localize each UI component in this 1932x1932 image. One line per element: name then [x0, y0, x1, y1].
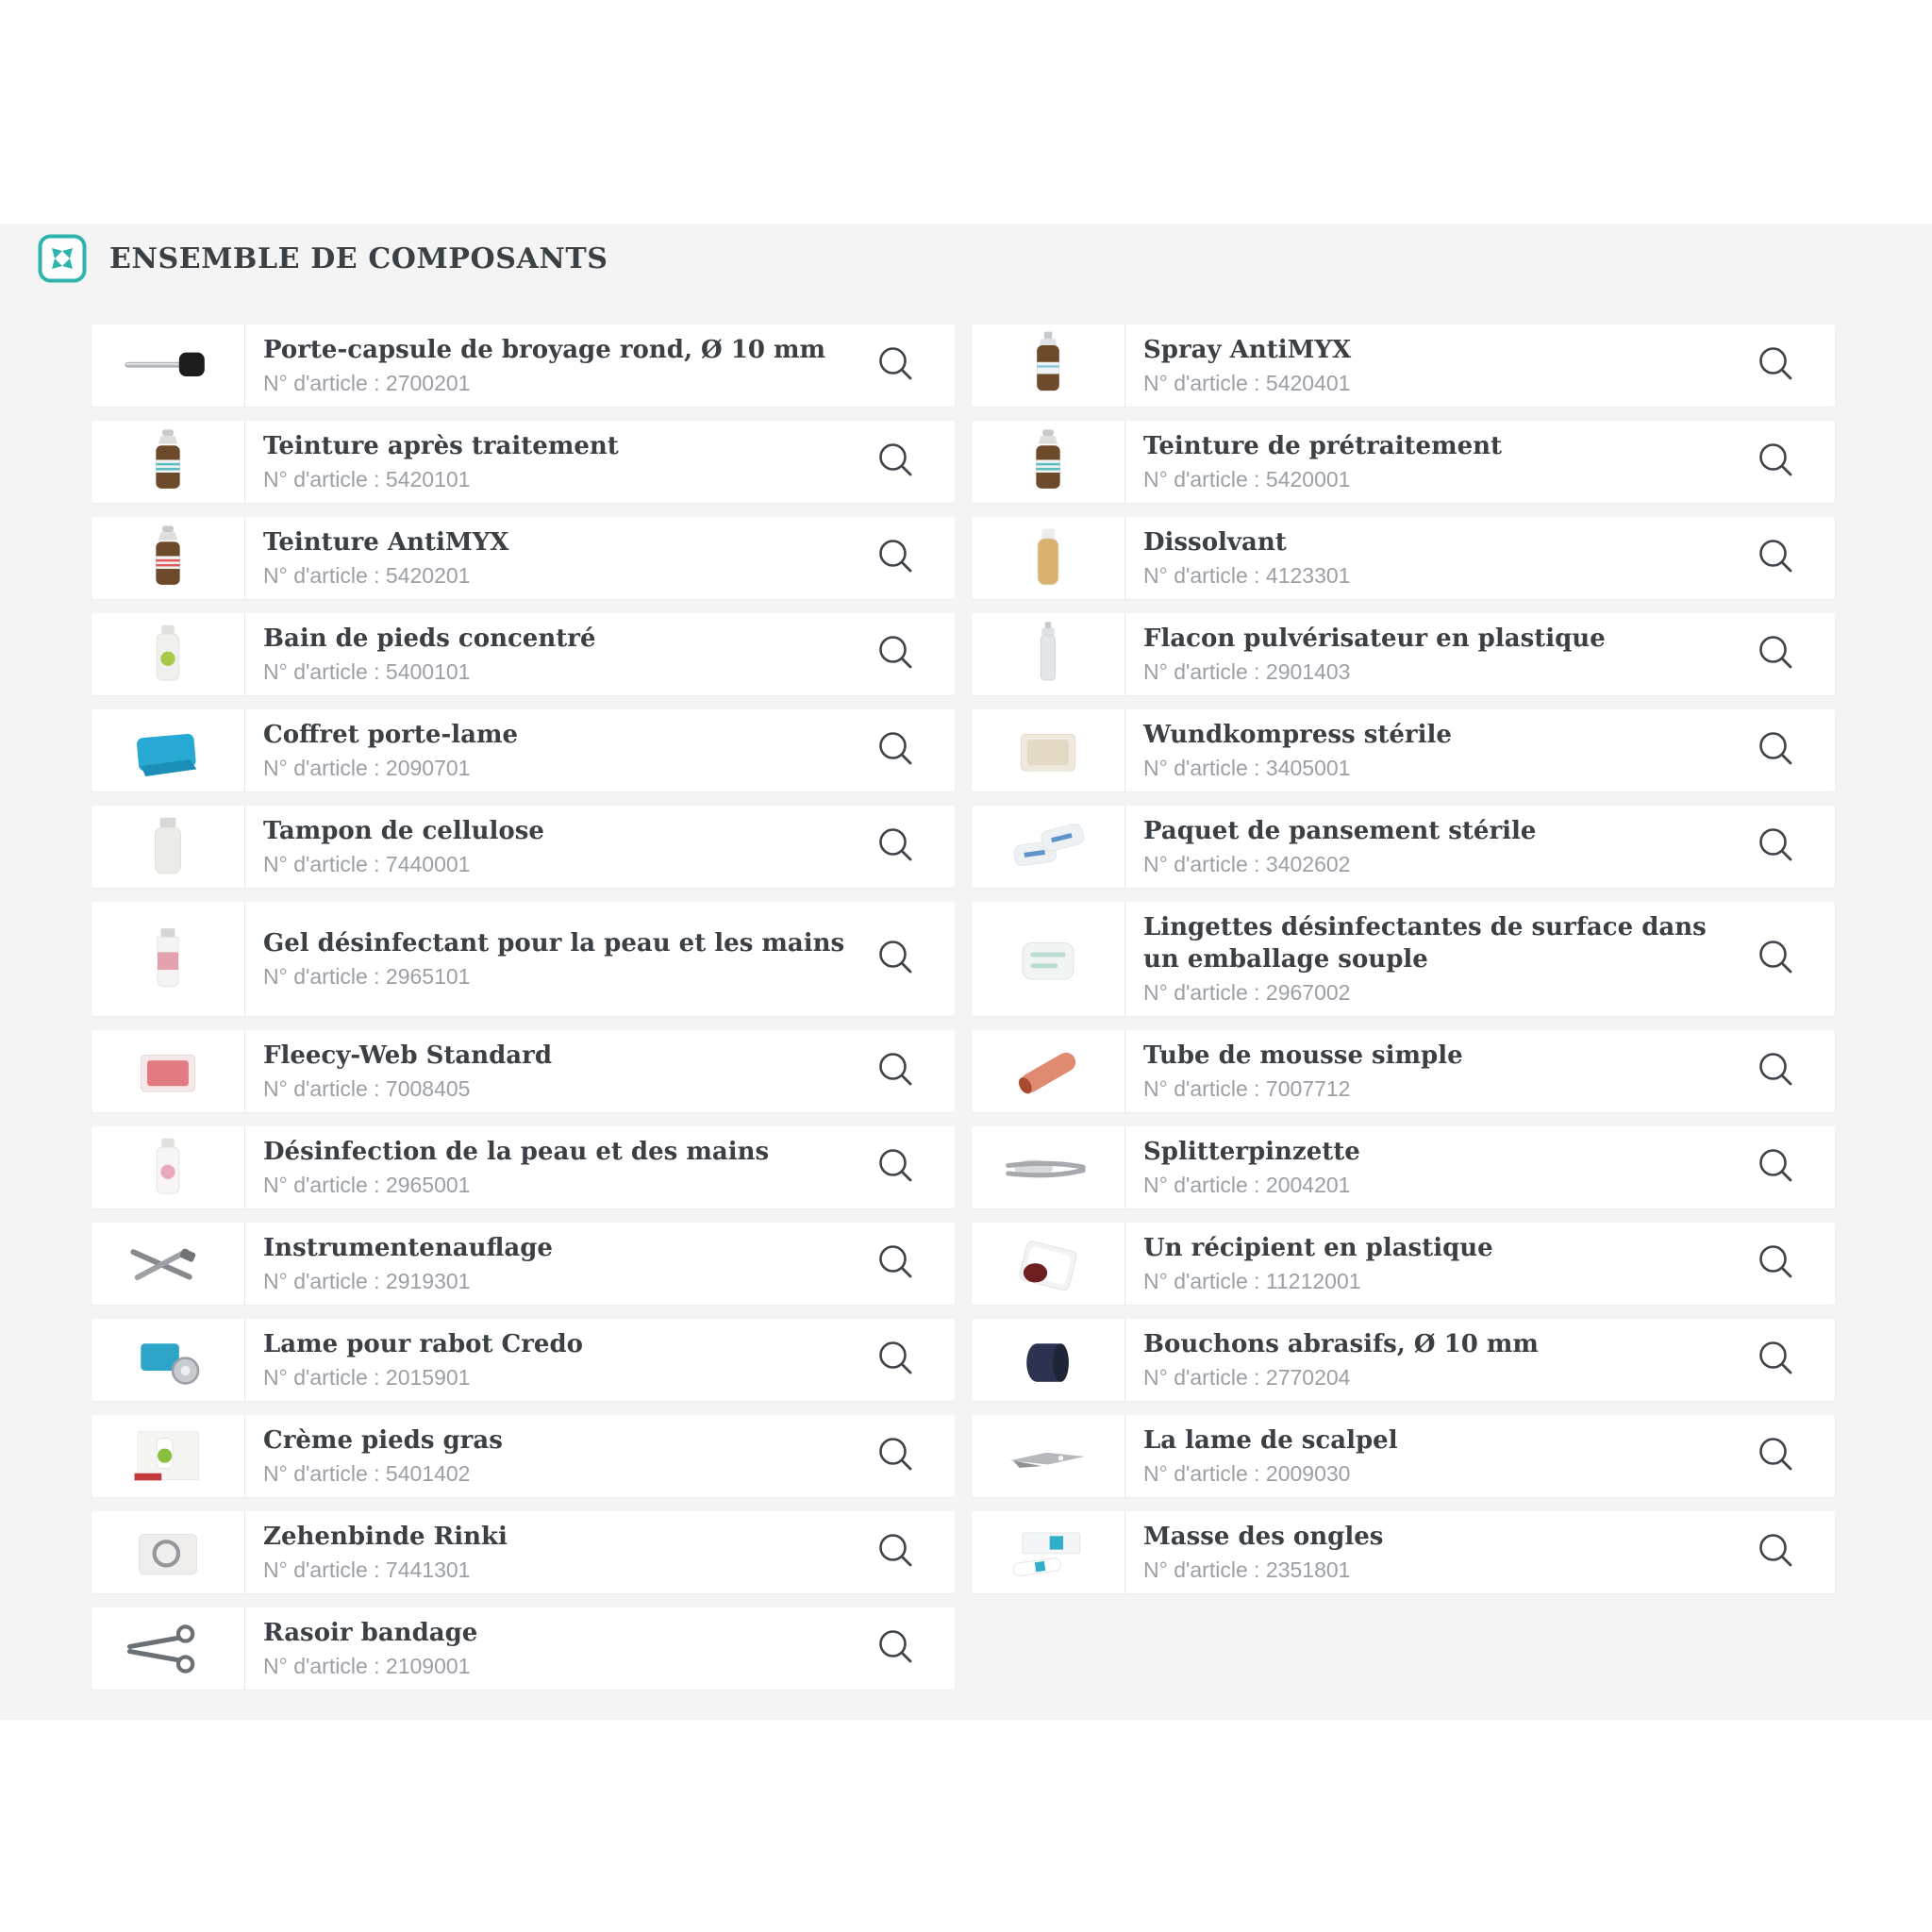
product-info [1125, 421, 1744, 503]
product-title: Rasoir bandage [263, 1619, 478, 1647]
magnifier-icon [875, 1338, 917, 1382]
product-info [1125, 1511, 1744, 1593]
zoom-button[interactable] [1756, 1436, 1797, 1477]
product-article-number: N° d'article : 2700201 [263, 371, 471, 395]
components-section [0, 224, 1932, 1720]
product-info [1125, 709, 1744, 791]
zoom-button[interactable] [875, 538, 917, 579]
product-card [972, 1511, 1835, 1593]
zoom-button[interactable] [1756, 1147, 1797, 1189]
product-title: Splitterpinzette [1143, 1138, 1360, 1166]
product-article-number: N° d'article : 2015901 [263, 1365, 471, 1390]
page-top-whitespace [0, 0, 1932, 224]
product-card [92, 1126, 955, 1208]
zoom-button[interactable] [1756, 939, 1797, 980]
product-info [1125, 902, 1744, 1016]
magnifier-icon [1756, 1434, 1797, 1478]
product-article-number: N° d'article : 11212001 [1143, 1269, 1361, 1293]
product-card [972, 325, 1835, 407]
zoom-button[interactable] [1756, 730, 1797, 772]
product-article-number: N° d'article : 5420401 [1143, 371, 1351, 395]
product-title: Dissolvant [1143, 528, 1287, 557]
magnifier-icon [1756, 1530, 1797, 1574]
zoom-button[interactable] [1756, 1051, 1797, 1092]
product-image [972, 1415, 1125, 1497]
product-title: Gel désinfectant pour la peau et les mains [263, 929, 845, 958]
product-info [245, 1030, 864, 1112]
magnifier-icon [875, 1049, 917, 1093]
product-info [1125, 1415, 1744, 1497]
product-title: Wundkompress stérile [1143, 721, 1452, 749]
product-card [972, 1319, 1835, 1401]
product-image [92, 1607, 245, 1690]
product-title: Instrumentenauflage [263, 1234, 553, 1262]
product-article-number: N° d'article : 2009030 [1143, 1461, 1351, 1486]
product-image [972, 1126, 1125, 1208]
zoom-button[interactable] [875, 939, 917, 980]
magnifier-icon [1756, 1049, 1797, 1093]
magnifier-icon [875, 1434, 917, 1478]
product-article-number: N° d'article : 7008405 [263, 1076, 471, 1101]
product-info [245, 1319, 864, 1401]
product-card [92, 1030, 955, 1112]
product-info [245, 902, 864, 1016]
magnifier-icon [1756, 440, 1797, 484]
product-card [92, 1511, 955, 1593]
product-info [245, 613, 864, 695]
zoom-button[interactable] [875, 345, 917, 387]
product-card [972, 709, 1835, 791]
product-info [245, 1415, 864, 1497]
product-info [245, 517, 864, 599]
product-card [972, 1126, 1835, 1208]
magnifier-icon [875, 1145, 917, 1190]
magnifier-icon [1756, 343, 1797, 388]
product-info [245, 709, 864, 791]
product-card [972, 806, 1835, 888]
product-info [1125, 325, 1744, 407]
product-image [92, 613, 245, 695]
product-title: Spray AntiMYX [1143, 336, 1352, 364]
product-article-number: N° d'article : 5401402 [263, 1461, 471, 1486]
magnifier-icon [875, 824, 917, 869]
product-title: Bain de pieds concentré [263, 625, 596, 653]
magnifier-icon [1756, 1145, 1797, 1190]
product-article-number: N° d'article : 7440001 [263, 852, 471, 876]
product-info [245, 806, 864, 888]
product-image [92, 325, 245, 407]
zoom-button[interactable] [875, 1147, 917, 1189]
product-article-number: N° d'article : 7441301 [263, 1557, 471, 1582]
product-title: Paquet de pansement stérile [1143, 817, 1537, 845]
magnifier-icon [875, 937, 917, 981]
product-card [972, 1030, 1835, 1112]
product-article-number: N° d'article : 5420101 [263, 467, 471, 491]
product-image [972, 517, 1125, 599]
product-card [92, 421, 955, 503]
product-article-number: N° d'article : 2090701 [263, 756, 471, 780]
zoom-button[interactable] [875, 826, 917, 868]
product-card [92, 806, 955, 888]
product-title: Teinture AntiMYX [263, 528, 509, 557]
product-image [972, 1511, 1125, 1593]
magnifier-icon [1756, 824, 1797, 869]
product-title: Bouchons abrasifs, Ø 10 mm [1143, 1330, 1539, 1358]
product-article-number: N° d'article : 2004201 [1143, 1173, 1351, 1197]
zoom-button[interactable] [875, 1340, 917, 1381]
zoom-button[interactable] [1756, 826, 1797, 868]
product-card [92, 517, 955, 599]
product-info [1125, 613, 1744, 695]
magnifier-icon [1756, 1241, 1797, 1286]
product-title: Teinture de prétraitement [1143, 432, 1503, 460]
product-title: Coffret porte-lame [263, 721, 519, 749]
product-image [92, 806, 245, 888]
product-article-number: N° d'article : 2901403 [1143, 659, 1351, 684]
magnifier-icon [1756, 536, 1797, 580]
product-title: Fleecy-Web Standard [263, 1041, 553, 1070]
zoom-button[interactable] [1756, 538, 1797, 579]
product-article-number: N° d'article : 2109001 [263, 1654, 471, 1678]
magnifier-icon [1756, 1338, 1797, 1382]
product-title: Tube de mousse simple [1143, 1041, 1463, 1070]
magnifier-icon [1756, 937, 1797, 981]
product-image [972, 613, 1125, 695]
product-info [245, 1607, 864, 1690]
zoom-button[interactable] [1756, 345, 1797, 387]
product-info [1125, 1223, 1744, 1305]
zoom-button[interactable] [875, 634, 917, 675]
product-info [245, 421, 864, 503]
product-card [972, 421, 1835, 503]
product-title: Crème pieds gras [263, 1426, 503, 1455]
product-article-number: N° d'article : 3405001 [1143, 756, 1351, 780]
magnifier-icon [875, 343, 917, 388]
product-title: Lame pour rabot Credo [263, 1330, 583, 1358]
product-article-number: N° d'article : 2965101 [263, 964, 471, 989]
product-image [92, 1511, 245, 1593]
magnifier-icon [875, 1530, 917, 1574]
product-card [92, 902, 955, 1016]
product-card [92, 709, 955, 791]
zoom-button[interactable] [1756, 634, 1797, 675]
zoom-button[interactable] [875, 1051, 917, 1092]
product-image [92, 1030, 245, 1112]
product-title: Zehenbinde Rinki [263, 1523, 508, 1551]
product-card [92, 1223, 955, 1305]
product-card [972, 902, 1835, 1016]
product-card [972, 1223, 1835, 1305]
product-title: Lingettes désinfectantes de surface dans un emballage souple [1143, 913, 1707, 974]
product-article-number: N° d'article : 3402602 [1143, 852, 1351, 876]
product-card [972, 613, 1835, 695]
product-info [1125, 806, 1744, 888]
product-image [92, 517, 245, 599]
product-info [1125, 517, 1744, 599]
product-title: Désinfection de la peau et des mains [263, 1138, 770, 1166]
product-article-number: N° d'article : 5400101 [263, 659, 471, 684]
components-expand-icon [38, 234, 87, 283]
product-grid [92, 325, 1835, 1690]
zoom-button[interactable] [875, 730, 917, 772]
product-image [972, 806, 1125, 888]
product-image [972, 421, 1125, 503]
product-image [92, 1223, 245, 1305]
product-title: La lame de scalpel [1143, 1426, 1398, 1455]
magnifier-icon [875, 440, 917, 484]
product-info [245, 1511, 864, 1593]
product-info [1125, 1319, 1744, 1401]
zoom-button[interactable] [875, 1532, 917, 1574]
zoom-button[interactable] [1756, 1532, 1797, 1574]
product-image [92, 1319, 245, 1401]
product-card [92, 1319, 955, 1401]
magnifier-icon [1756, 728, 1797, 773]
product-article-number: N° d'article : 2919301 [263, 1269, 471, 1293]
product-card [92, 325, 955, 407]
product-image [972, 325, 1125, 407]
product-image [972, 1030, 1125, 1112]
product-image [92, 1415, 245, 1497]
magnifier-icon [1756, 632, 1797, 676]
zoom-button[interactable] [875, 1243, 917, 1285]
magnifier-icon [875, 728, 917, 773]
product-info [245, 1126, 864, 1208]
product-image [972, 902, 1125, 1016]
product-card [92, 1415, 955, 1497]
product-image [92, 421, 245, 503]
product-article-number: N° d'article : 2770204 [1143, 1365, 1351, 1390]
product-article-number: N° d'article : 5420201 [263, 563, 471, 588]
section-title: ENSEMBLE DE COMPOSANTS [109, 242, 608, 275]
product-title: Un récipient en plastique [1143, 1234, 1493, 1262]
product-article-number: N° d'article : 5420001 [1143, 467, 1351, 491]
zoom-button[interactable] [1756, 1243, 1797, 1285]
product-title: Teinture après traitement [263, 432, 619, 460]
magnifier-icon [875, 1626, 917, 1671]
product-image [92, 1126, 245, 1208]
product-title: Masse des ongles [1143, 1523, 1384, 1551]
product-title: Flacon pulvérisateur en plastique [1143, 625, 1606, 653]
product-card [92, 613, 955, 695]
product-card [972, 517, 1835, 599]
product-article-number: N° d'article : 7007712 [1143, 1076, 1351, 1101]
zoom-button[interactable] [875, 1436, 917, 1477]
zoom-button[interactable] [1756, 1340, 1797, 1381]
product-card [92, 1607, 955, 1690]
product-image [92, 902, 245, 1016]
product-article-number: N° d'article : 2351801 [1143, 1557, 1351, 1582]
product-info [245, 325, 864, 407]
zoom-button[interactable] [875, 441, 917, 483]
product-article-number: N° d'article : 2967002 [1143, 980, 1351, 1005]
magnifier-icon [875, 1241, 917, 1286]
product-card [972, 1415, 1835, 1497]
product-info [245, 1223, 864, 1305]
product-title: Porte-capsule de broyage rond, Ø 10 mm [263, 336, 826, 364]
section-header [38, 234, 1932, 283]
product-article-number: N° d'article : 2965001 [263, 1173, 471, 1197]
zoom-button[interactable] [1756, 441, 1797, 483]
zoom-button[interactable] [875, 1628, 917, 1670]
product-title: Tampon de cellulose [263, 817, 544, 845]
magnifier-icon [875, 536, 917, 580]
product-article-number: N° d'article : 4123301 [1143, 563, 1351, 588]
product-image [972, 1223, 1125, 1305]
product-image [92, 709, 245, 791]
magnifier-icon [875, 632, 917, 676]
page-bottom-whitespace [0, 1720, 1932, 1918]
product-info [1125, 1030, 1744, 1112]
product-info [1125, 1126, 1744, 1208]
product-image [972, 709, 1125, 791]
product-image [972, 1319, 1125, 1401]
